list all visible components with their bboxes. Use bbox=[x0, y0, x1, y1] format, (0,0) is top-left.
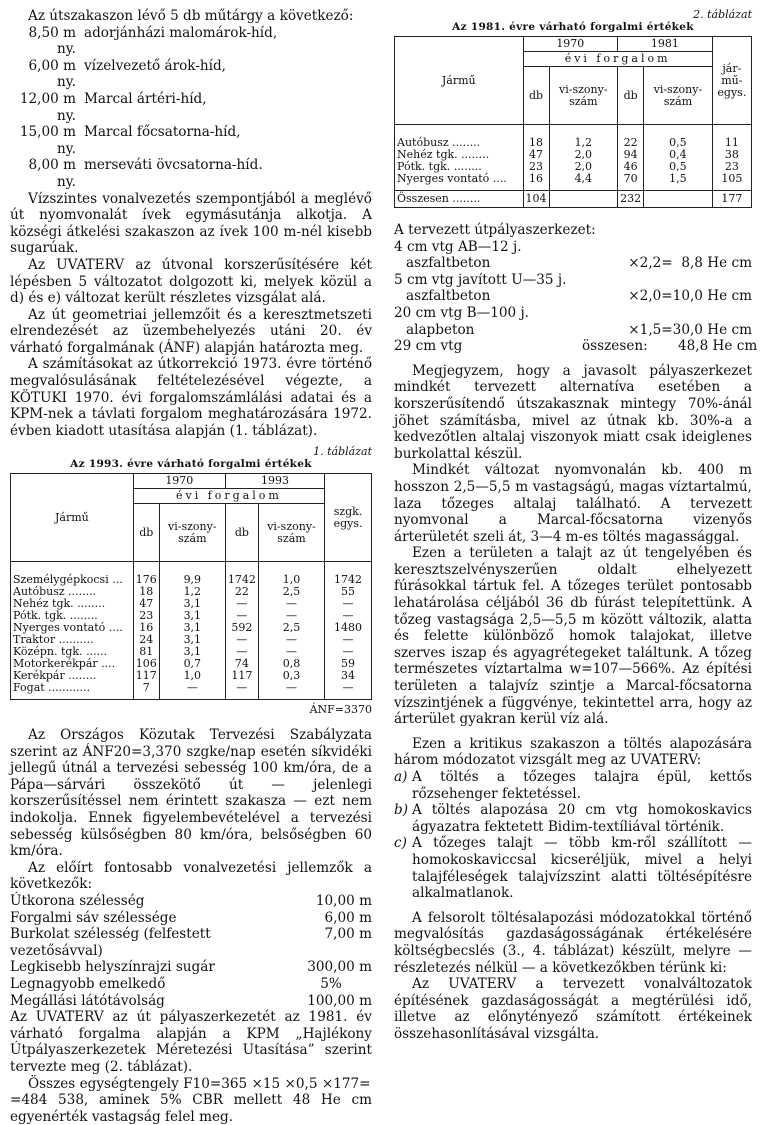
value-cell: — bbox=[325, 682, 372, 700]
param-row: Forgalmi sáv szélessége 6,00 m bbox=[10, 909, 372, 926]
value-cell: 0,3 bbox=[258, 670, 324, 682]
value-cell: — bbox=[325, 610, 372, 622]
traffic-table-1993 bbox=[10, 473, 372, 700]
value-cell: 0,4 bbox=[644, 149, 713, 161]
vehicle-cell: Pótk. tgk. ........ bbox=[11, 610, 134, 622]
value-cell: 59 bbox=[325, 658, 372, 670]
value-cell: — bbox=[258, 598, 324, 610]
table-row bbox=[11, 682, 372, 700]
value-cell: 3,1 bbox=[159, 622, 225, 634]
value-cell: — bbox=[225, 682, 258, 700]
value-cell: — bbox=[225, 610, 258, 622]
value-cell: 34 bbox=[325, 670, 372, 682]
value-cell: — bbox=[225, 634, 258, 646]
vehicle-cell: Autóbusz ........ bbox=[11, 586, 134, 598]
value-cell: 0,5 bbox=[644, 161, 713, 173]
value-cell: 4,4 bbox=[549, 173, 618, 191]
value-cell: 1,0 bbox=[159, 670, 225, 682]
value-cell: — bbox=[325, 598, 372, 610]
paragraph: Ezen a területen a talajt az út tengelyében és keresztszelvényszerűen oldalt elhelyezett fúrásokkal tártuk fel. A tőzeges terület pontosabb lehatárolása céljából 36 db fúrást telepítettünk. A tőzeg vastagsága 2,5—5,5 m között változik, alatta és felette különböző homok talajokat, illetve szerves iszap és agyagrétegeket találtunk. A tőzeg természetes víztartalma w=107—566%. Az építési területen a talajvíz szintje a Marcal-főcsatorna vízszintjének a függvénye, tekintettel arra, hogy az árterület gyakran kerül víz alá. bbox=[394, 545, 752, 728]
value-cell: 46 bbox=[618, 161, 644, 173]
paragraph: Az UVATERV az útvonal korszerűsítésére két lépésben 5 változatot dolgozott ki, melyek közül a d) és e) változat került részletes vizsgálat alá. bbox=[10, 256, 372, 307]
value-cell: 3,1 bbox=[159, 634, 225, 646]
right-column bbox=[394, 8, 758, 1043]
table-row bbox=[395, 173, 752, 191]
year-header: 1993 bbox=[225, 474, 324, 489]
value-cell: — bbox=[225, 646, 258, 658]
param-row: Útkorona szélesség 10,00 m bbox=[10, 892, 372, 909]
param-row: Burkolat szélesség (felfestett vezetősávval) 7,00 m bbox=[10, 926, 372, 959]
db-header: db bbox=[618, 67, 644, 125]
value-cell: 74 bbox=[225, 658, 258, 670]
annual-traffic-header: évi forgalom bbox=[523, 52, 712, 67]
structures-intro: Az útszakaszon lévő 5 db műtárgy a következő: bbox=[28, 8, 354, 24]
pavement-row: alapbeton ×1,5=30,0 He cm bbox=[406, 321, 752, 338]
vehicle-cell: Autóbusz ........ bbox=[395, 125, 524, 150]
table-row bbox=[11, 562, 372, 587]
value-cell: 1480 bbox=[325, 622, 372, 634]
ratio-header: vi-szony-szám bbox=[549, 67, 618, 125]
paragraph: Megjegyzem, hogy a javasolt pályaszerkezet mindkét tervezett alternatíva esetében a korszerűsítendő útszakasznak mintegy 70%-ánál jöhet számításba, mivel az útnak kb. 30%-a a kedvezőtlen altalaj viszonyok miatt csak ideiglenes burkolattal készül. bbox=[394, 362, 752, 462]
vehicle-cell: Kerékpár ........ bbox=[11, 670, 134, 682]
value-cell: — bbox=[225, 598, 258, 610]
value-cell: 176 bbox=[133, 562, 159, 587]
pavement-intro: A tervezett útpályaszerkezet: bbox=[394, 222, 596, 238]
total-row: Összesen ........ 104 232 177 bbox=[395, 191, 752, 208]
value-cell: 70 bbox=[618, 173, 644, 191]
vehicle-header: Jármű bbox=[11, 474, 134, 562]
pavement-row: 29 cm vtg összesen: 48,8 He cm bbox=[394, 338, 758, 355]
structure-item: 12,00 m ny. Marcal ártéri-híd, bbox=[19, 90, 207, 124]
value-cell: 47 bbox=[133, 598, 159, 610]
option-item: b) A töltés alapozása 20 cm vtg homokoskavics ágyazatra fektetett Bidim-textíliával történik. bbox=[394, 802, 752, 835]
anf-total: ÁNF=3370 bbox=[309, 703, 372, 717]
value-cell: 2,0 bbox=[549, 161, 618, 173]
value-cell: 0,8 bbox=[258, 658, 324, 670]
option-item: c) A tőzeges talajt — több km-ről szállított — homokoskaviccsal kicseréljük, mivel a helyi talajféleségek talajvízszint alatti töltésépítésre alkalmatlanok. bbox=[394, 835, 752, 902]
paragraph: Vízszintes vonalvezetés szempontjából a meglévő út nyomvonalát ívek egymásutánja alkotja. A községi átkelési szakaszon az ívek 100 m-nél kisebb sugarúak. bbox=[10, 190, 372, 257]
structure-item: 6,00 m ny. vízelvezető árok-híd, bbox=[28, 57, 226, 91]
structure-item: 8,00 m ny. merseváti övcsatorna-híd. bbox=[28, 157, 263, 190]
unit-header: szgk. egys. bbox=[325, 474, 372, 562]
value-cell: 16 bbox=[133, 622, 159, 634]
paragraph: Mindkét változat nyomvonalán kb. 400 m hosszon 2,5—5,5 m vastagságú, magas víztartalmú, laza tőzeges altalaj található. A tervezett nyomvonal a Marcal-főcsatorna vizenyős árterületét szeli át, 3—4 m-es töltés magassággal. bbox=[394, 462, 752, 545]
value-cell: 1,2 bbox=[549, 125, 618, 150]
paragraph: A felsorolt töltésalapozási módozatokkal történő megvalósítás gazdaságosságának értékelésére költségbecslés (3., 4. táblázat) készült, melyre — részletezés nélkül — a következőkben térünk ki: bbox=[394, 909, 752, 976]
value-cell: 117 bbox=[133, 670, 159, 682]
paragraph: Az Országos Közutak Tervezési Szabályzata szerint az ÁNF20=3,370 szgke/nap esetén síkvidéki jellegű útnál a tervezési sebesség 100 km/óra, de a Pápa—sárvári összekötő út — jelenlegi korszerűsítéssel nem érintett szakasza — ezt nem indokolja. Ennek figyelembevételével a tervezési sebesség külsőségben 80 km/óra, belsőségben 60 km/óra. bbox=[10, 727, 372, 860]
db-header: db bbox=[225, 504, 258, 562]
param-row: Legkisebb helyszínrajzi sugár 300,00 m bbox=[10, 959, 372, 976]
pavement-row: 4 cm vtg AB—12 j. bbox=[394, 238, 522, 255]
value-cell: 105 bbox=[712, 173, 751, 191]
value-cell: 0,7 bbox=[159, 658, 225, 670]
unit-header: jár-mű-egys. bbox=[712, 37, 751, 125]
value-cell: 9,9 bbox=[159, 562, 225, 587]
pavement-row: 5 cm vtg javított U—35 j. bbox=[394, 271, 567, 288]
table-number: 2. táblázat bbox=[693, 8, 752, 21]
value-cell: 106 bbox=[133, 658, 159, 670]
value-cell: 2,5 bbox=[258, 586, 324, 598]
value-cell: 0,5 bbox=[644, 125, 713, 150]
value-cell: 18 bbox=[523, 125, 549, 150]
value-cell: 22 bbox=[225, 586, 258, 598]
vehicle-cell: Traktor .......... bbox=[11, 634, 134, 646]
vehicle-cell: Motorkerékpár .... bbox=[11, 658, 134, 670]
value-cell: 3,1 bbox=[159, 610, 225, 622]
value-cell: 24 bbox=[133, 634, 159, 646]
paragraph: Az UVATERV az út pályaszerkezetét az 1981. év várható forgalma alapján a KPM „Hajlékony Útpályaszerkezetek Méretezési Utasítása” szerint tervezte meg (2. táblázat). bbox=[10, 1009, 372, 1075]
left-column bbox=[10, 8, 372, 1125]
value-cell: 3,1 bbox=[159, 598, 225, 610]
value-cell: 1,0 bbox=[258, 562, 324, 587]
paragraph: Az út geometriai jellemzőit és a keresztmetszeti elrendezését az üzembehelyezés utáni 20. év várható forgalmának (ÁNF) alapján határozta meg. bbox=[10, 306, 372, 356]
value-cell: 2,5 bbox=[258, 622, 324, 634]
structure-item: 15,00 m ny. Marcal főcsatorna-híd, bbox=[19, 124, 241, 157]
vehicle-cell: Nyerges vontató .... bbox=[395, 173, 524, 191]
value-cell: 3,1 bbox=[159, 646, 225, 658]
table-title: Az 1981. évre várható forgalmi értékek bbox=[452, 21, 694, 33]
structure-item: 8,50 m ny. adorjánházi malomárok-híd, bbox=[28, 24, 278, 58]
value-cell: 592 bbox=[225, 622, 258, 634]
year-header: 1970 bbox=[133, 474, 225, 489]
ratio-header: vi-szony-szám bbox=[159, 504, 225, 562]
param-row: Megállási látótávolság 100,00 m bbox=[10, 992, 372, 1009]
value-cell: — bbox=[258, 682, 324, 700]
pavement-structure bbox=[394, 238, 758, 355]
value-cell: 1742 bbox=[225, 562, 258, 587]
pavement-row: 20 cm vtg B—100 j. bbox=[394, 304, 529, 321]
annual-traffic-header: évi forgalom bbox=[133, 489, 324, 504]
param-row: Legnagyobb emelkedő 5% bbox=[10, 975, 342, 992]
alignment-params bbox=[10, 893, 372, 1009]
value-cell: — bbox=[258, 634, 324, 646]
traffic-table-1981 bbox=[394, 36, 752, 208]
value-cell: 23 bbox=[523, 161, 549, 173]
vehicle-header: Jármű bbox=[395, 37, 524, 125]
value-cell: — bbox=[258, 610, 324, 622]
value-cell: 55 bbox=[325, 586, 372, 598]
year-header: 1981 bbox=[618, 37, 713, 52]
value-cell: 23 bbox=[133, 610, 159, 622]
value-cell: — bbox=[159, 682, 225, 700]
paragraph: A számításokat az útkorrekció 1973. évre történő megvalósulásának feltételezésével végezte, a KÖTUKI 1970. évi forgalomszámlálási adatai és a KPM-nek a távlati forgalom meghatározására 1972. évben kiadott utasítása alapján (1. táblázat). bbox=[10, 356, 372, 439]
structures-list bbox=[10, 25, 372, 191]
table-number: 1. táblázat bbox=[313, 445, 372, 459]
value-cell: 2,0 bbox=[549, 149, 618, 161]
value-cell: 23 bbox=[712, 161, 751, 173]
table-title: Az 1993. évre várható forgalmi értékek bbox=[70, 458, 312, 471]
value-cell: 38 bbox=[712, 149, 751, 161]
pavement-row: aszfaltbeton ×2,0=10,0 He cm bbox=[406, 288, 752, 305]
vehicle-cell: Személygépkocsi ... bbox=[11, 562, 134, 587]
db-header: db bbox=[523, 67, 549, 125]
value-cell: 22 bbox=[618, 125, 644, 150]
value-cell: 1742 bbox=[325, 562, 372, 587]
value-cell: 7 bbox=[133, 682, 159, 700]
paragraph: Az UVATERV a tervezett vonalváltozatok építésének gazdaságosságát a megtérülési idő, illetve az előnytényező számított értékeinek összehasonlításával vizsgálta. bbox=[394, 976, 752, 1042]
value-cell: 11 bbox=[712, 125, 751, 150]
pavement-row: aszfaltbeton ×2,2= 8,8 He cm bbox=[406, 255, 752, 272]
ratio-header: vi-szony-szám bbox=[644, 67, 713, 125]
vehicle-cell: Nyerges vontató .... bbox=[11, 622, 134, 634]
value-cell: 16 bbox=[523, 173, 549, 191]
value-cell: — bbox=[258, 646, 324, 658]
option-item: a) A töltés a tőzeges talajra épül, kettős rőzsehenger fektetéssel. bbox=[394, 769, 752, 802]
vehicle-cell: Nehéz tgk. ........ bbox=[11, 598, 134, 610]
vehicle-cell: Középn. tgk. ...... bbox=[11, 646, 134, 658]
year-header: 1970 bbox=[523, 37, 618, 52]
foundation-options bbox=[394, 769, 752, 902]
vehicle-cell: Nehéz tgk. ........ bbox=[395, 149, 524, 161]
paragraph: =484 538, aminek 5% CBR mellett 48 He cm egyenérték vastagság felel meg. bbox=[10, 1092, 372, 1125]
value-cell: — bbox=[325, 646, 372, 658]
value-cell: 81 bbox=[133, 646, 159, 658]
paragraph: Az előírt fontosabb vonalvezetési jellemzők a következők: bbox=[10, 859, 372, 893]
vehicle-cell: Pótk. tgk. ........ bbox=[395, 161, 524, 173]
value-cell: 1,5 bbox=[644, 173, 713, 191]
value-cell: 18 bbox=[133, 586, 159, 598]
value-cell: 94 bbox=[618, 149, 644, 161]
table-row bbox=[395, 125, 752, 150]
value-cell: 47 bbox=[523, 149, 549, 161]
vehicle-cell: Fogat ............ bbox=[11, 682, 134, 700]
paragraph: Összes egységtengely F10=365 ×15 ×0,5 ×177= bbox=[28, 1075, 371, 1092]
value-cell: 1,2 bbox=[159, 586, 225, 598]
paragraph: Ezen a kritikus szakaszon a töltés alapozására három módozatot vizsgált meg az UVATERV: bbox=[394, 735, 752, 769]
db-header: db bbox=[133, 504, 159, 562]
value-cell: — bbox=[325, 634, 372, 646]
value-cell: 117 bbox=[225, 670, 258, 682]
ratio-header: vi-szony-szám bbox=[258, 504, 324, 562]
